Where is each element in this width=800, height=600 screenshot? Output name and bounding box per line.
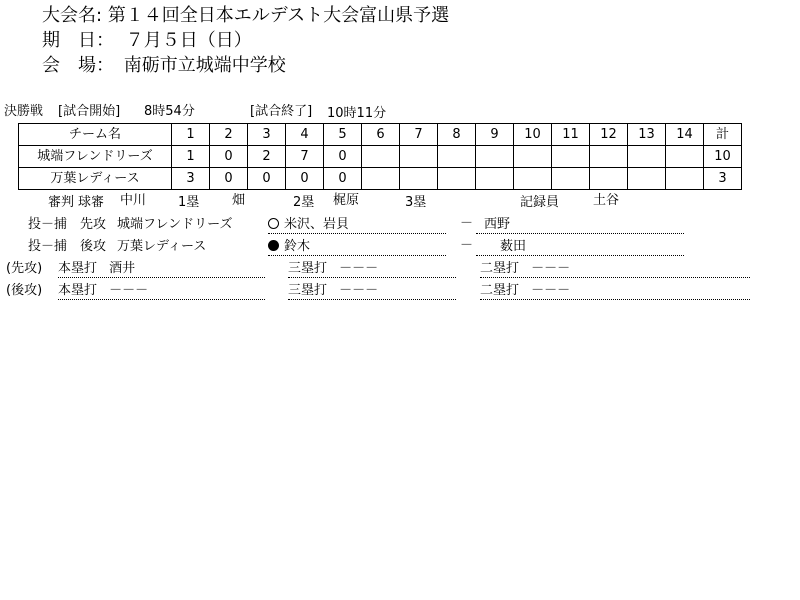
- scorer-label: 記録員: [520, 195, 560, 210]
- table-row: [19, 168, 742, 190]
- inning-score: 0: [324, 146, 362, 168]
- tournament-name: 第１４回全日本エルデスト大会富山県予選: [107, 5, 450, 26]
- battery-order: 後攻: [80, 239, 107, 254]
- hr-value: 酒井: [109, 261, 136, 276]
- inning-header: 6: [362, 124, 400, 146]
- hr-label: 本塁打: [58, 283, 98, 298]
- table-row: [19, 146, 742, 168]
- inning-score: [552, 168, 590, 190]
- end-label: [試合終了]: [250, 104, 313, 119]
- venue-row: [42, 55, 286, 77]
- inning-header: 9: [476, 124, 514, 146]
- hits-first-label: (先攻): [6, 261, 43, 276]
- double-label: 二塁打: [480, 283, 520, 298]
- inning-score: [400, 146, 438, 168]
- inning-header: 3: [248, 124, 286, 146]
- date-label: 期 日：: [42, 30, 114, 51]
- battery-pitchers: 米沢、岩貝: [284, 217, 350, 232]
- team-name: 万葉レディース: [19, 168, 172, 190]
- inning-score: [628, 146, 666, 168]
- inning-header: 14: [666, 124, 704, 146]
- circle-icon: [268, 218, 279, 229]
- battery-pitchers: 鈴木: [284, 239, 311, 254]
- filled-circle-icon: [268, 240, 279, 251]
- inning-score: [362, 146, 400, 168]
- inning-score: [400, 168, 438, 190]
- double-value: －－－: [531, 283, 571, 298]
- inning-score: 3: [172, 168, 210, 190]
- inning-header: 7: [400, 124, 438, 146]
- inning-score: 0: [324, 168, 362, 190]
- battery-order: 先攻: [80, 217, 107, 232]
- inning-header: 13: [628, 124, 666, 146]
- inning-score: 0: [248, 168, 286, 190]
- start-time: 8時54分: [144, 104, 195, 119]
- hr-line: [58, 283, 265, 300]
- battery-pitchers-line: [268, 217, 446, 234]
- inning-score: [514, 146, 552, 168]
- hr-value: －－－: [109, 283, 149, 298]
- inning-score: 7: [286, 146, 324, 168]
- inning-score: [362, 168, 400, 190]
- battery-catcher: 西野: [484, 217, 511, 232]
- triple-line: [288, 261, 456, 278]
- scoreboard-table: [18, 123, 742, 190]
- total-header: 計: [704, 124, 742, 146]
- battery-catcher-line: [476, 239, 684, 256]
- team-name: 城端フレンドリーズ: [19, 146, 172, 168]
- scorer: 土谷: [593, 193, 620, 208]
- inning-header: 4: [286, 124, 324, 146]
- triple-line: [288, 283, 456, 300]
- third-base-label: 3塁: [405, 195, 427, 210]
- inning-header: 2: [210, 124, 248, 146]
- battery-label: 投－捕: [28, 217, 68, 232]
- first-base-label: 1塁: [178, 195, 200, 210]
- inning-header: 1: [172, 124, 210, 146]
- battery-catcher: 薮田: [500, 239, 527, 254]
- battery-dash: －: [460, 238, 474, 253]
- triple-label: 三塁打: [288, 261, 328, 276]
- inning-header: 10: [514, 124, 552, 146]
- inning-header: 5: [324, 124, 362, 146]
- second-base-label: 2塁: [293, 195, 315, 210]
- inning-score: [476, 168, 514, 190]
- inning-score: [628, 168, 666, 190]
- second-base-umpire: 梶原: [333, 193, 360, 208]
- inning-header: 12: [590, 124, 628, 146]
- inning-score: 0: [210, 146, 248, 168]
- inning-score: 0: [210, 168, 248, 190]
- double-line: [480, 261, 750, 278]
- inning-score: 0: [286, 168, 324, 190]
- inning-score: 1: [172, 146, 210, 168]
- total-score: 10: [704, 146, 742, 168]
- hr-label: 本塁打: [58, 261, 98, 276]
- venue-value: 南砺市立城端中学校: [123, 55, 286, 76]
- inning-score: [590, 168, 628, 190]
- round-label: 決勝戦: [4, 104, 44, 119]
- first-base-umpire: 畑: [232, 193, 246, 208]
- double-label: 二塁打: [480, 261, 520, 276]
- hr-line: [58, 261, 265, 278]
- triple-value: －－－: [339, 261, 379, 276]
- plate-umpire-label: 球審: [78, 195, 105, 210]
- triple-label: 三塁打: [288, 283, 328, 298]
- battery-dash: －: [460, 216, 474, 231]
- scoreboard-header-row: [19, 124, 742, 146]
- venue-label: 会 場：: [42, 55, 114, 76]
- inning-score: [552, 146, 590, 168]
- battery-team: 万葉レディース: [117, 239, 207, 254]
- inning-header: 11: [552, 124, 590, 146]
- battery-label: 投－捕: [28, 239, 68, 254]
- inning-score: [514, 168, 552, 190]
- battery-team: 城端フレンドリーズ: [117, 217, 233, 232]
- inning-score: [476, 146, 514, 168]
- date-row: [42, 30, 252, 52]
- inning-score: [666, 168, 704, 190]
- inning-score: [666, 146, 704, 168]
- end-time: 10時11分: [327, 106, 387, 121]
- hits-second-label: (後攻): [6, 283, 43, 298]
- battery-pitchers-line: [268, 239, 446, 256]
- date-value: ７月５日（日）: [125, 30, 252, 51]
- start-label: [試合開始]: [58, 104, 121, 119]
- triple-value: －－－: [339, 283, 379, 298]
- total-score: 3: [704, 168, 742, 190]
- inning-score: 2: [248, 146, 286, 168]
- battery-catcher-line: [476, 217, 684, 234]
- inning-score: [438, 146, 476, 168]
- double-line: [480, 283, 750, 300]
- plate-umpire: 中川: [120, 193, 147, 208]
- team-header: チーム名: [19, 124, 172, 146]
- inning-score: [438, 168, 476, 190]
- inning-header: 8: [438, 124, 476, 146]
- double-value: －－－: [531, 261, 571, 276]
- umpire-label: 審判: [48, 195, 75, 210]
- tournament-label: 大会名:: [42, 5, 103, 26]
- tournament-row: [42, 5, 449, 27]
- inning-score: [590, 146, 628, 168]
